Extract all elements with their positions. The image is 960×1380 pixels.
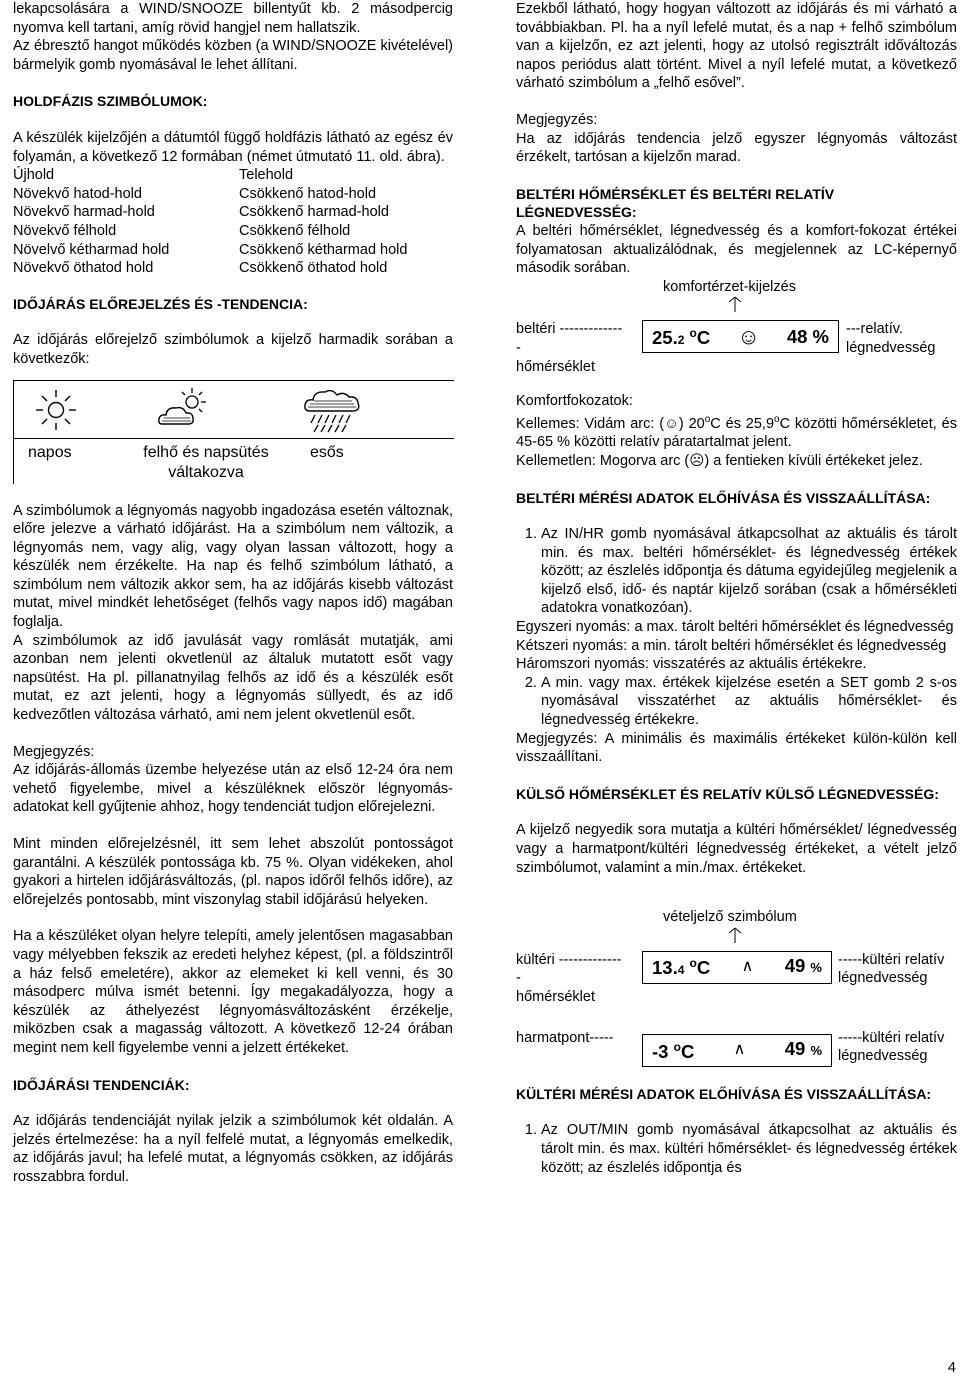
happy-face-icon: ☺	[664, 415, 679, 432]
indoor-humidity-value: 48 %	[786, 325, 829, 347]
moon-phase-left: Újhold	[13, 167, 55, 184]
indoor-temp-label: beltéri -------------	[516, 321, 623, 338]
recall-list	[516, 525, 957, 618]
note1-heading: Megjegyzés:	[13, 743, 95, 760]
tendency-example-text: Ezekből látható, hogy hogyan változott az időjárás és mi várható a továbbiakban. Pl. ha a nyíl lefelé mutat, és a nap + felhő szimbólum van a kijelzőn, ez azt jelenti, hogy az utolsó regisztrált időváltozás napos periódus alatt történt. Mivel a nyíl lefelé mutat, a következő várható szimbólum a „felhő esővel”.	[516, 1, 957, 92]
outdoor-temp-label-dash: -	[516, 970, 521, 987]
indoor-temp-label-dash: -	[516, 339, 521, 356]
reception-caption: vételjelző szimbólum	[663, 909, 797, 926]
sad-face-icon: ☹	[689, 452, 705, 469]
comfort-text-unpleasant: Kellemetlen: Mogorva arc (☹) a fentieken kívüli értékeket jelez.	[516, 452, 923, 469]
indoor-heading: BELTÉRI HŐMÉRSÉKLET ÉS BELTÉRI RELATÍV LÉGNEDVESSÉG:	[516, 185, 835, 221]
moon-phase-right: Csökkenő félhold	[239, 222, 351, 239]
indoor-text: A beltéri hőmérséklet, légnedvesség és a komfort-fokozat értékei folyamatosan aktualizálódnak, és megjelennek az LC-képernyő második sorában.	[516, 222, 957, 277]
moon-phase-list	[13, 166, 453, 278]
outdoor-display-diagram	[516, 947, 957, 1011]
rainy-label: esős	[310, 443, 344, 461]
dewpoint-humidity-value: 49 %	[784, 1038, 822, 1059]
symbols-paragraph-1: A szimbólumok a légnyomás nagyobb ingadozása esetén változnak, előre jelezve a várható időjárást. Ha a szimbólum nem változik, a légnyomás nem, vagy alig, vagy olyan lassan változott, hogy a készülék nem érzékelte. Ha nap és felhő szimbólum látható, a szimbólum nem változik akkor sem, ha az időjárás kisebb változást mutat, mivel mindkét lehetőséget (felhős vagy napos idő) magában foglalja.	[13, 502, 453, 631]
outdoor-humidity-label-word: légnedvesség	[838, 970, 928, 987]
indoor-display-diagram	[516, 318, 957, 378]
outdoor-humidity-label: -----kültéri relatív	[838, 951, 945, 968]
forecast-heading: IDŐJÁRÁS ELŐREJELZÉS ÉS -TENDENCIA:	[13, 295, 308, 312]
forecast-symbol-table	[13, 380, 454, 484]
outdoor-recall-heading: KÜLTÉRI MÉRÉSI ADATOK ELŐHÍVÁSA ÉS VISSZAÁLLÍTÁSA:	[516, 1085, 932, 1102]
outdoor-temp-label: kültéri -------------	[516, 951, 622, 968]
recall-item-1: 1. Az IN/HR gomb nyomásával átkapcsolhat az aktuális és tárolt min. és max. beltéri hőmérséklet- és légnedvesség értékek között; az észlelés időpontja és dátuma egyidejűleg megjelenik a kijelző első, idő- és naptár kijelző sorában (csak a hőmérsékleti adatokra vonatkozóan).	[541, 525, 957, 618]
dewpoint-humidity-label: -----kültéri relatív	[838, 1029, 945, 1046]
moon-phase-right: Csökkenő harmad-hold	[239, 204, 389, 221]
recall-press-1: Egyszeri nyomás: a max. tárolt beltéri hőmérséklet és légnedvesség	[516, 619, 954, 636]
note2-text: Ha az időjárás tendencia jelző egyszer légnyomás változást érzékelt, tartósan a kijelzőn marad.	[516, 130, 957, 166]
indoor-humidity-label-word: légnedvesség	[846, 339, 936, 356]
signal-icon: ∧	[733, 1041, 746, 1058]
recall-press-3: Háromszori nyomás: visszatérés az aktuális értékekre.	[516, 656, 867, 673]
recall-note: Megjegyzés: A minimális és maximális értékeket külön-külön kell visszaállítani.	[516, 730, 957, 766]
moon-phase-left: Növekvő hatod-hold	[13, 185, 142, 202]
symbols-paragraph-2: A szimbólumok az idő javulását vagy romlását mutatják, ami azonban nem jelenti okvetlenül az általuk mutatott esőt vagy napsütést. Ha pl. pillanatnyilag felhős az idő és a készülék esőt mutat, ez azt jelenti, hogy a légnyomás süllyedt, és az idő kedvezőtlen változása várható, ami nem jelent okvetlenül esőt.	[13, 632, 453, 724]
outdoor-recall-list	[516, 1121, 957, 1177]
moon-heading: HOLDFÁZIS SZIMBÓLUMOK:	[13, 93, 208, 110]
moon-phase-right: Csökkenő hatod-hold	[239, 185, 377, 202]
note1-text: Az időjárás-állomás üzembe helyezése után az első 12-24 óra nem vehető figyelembe, mivel a készüléknek először légnyomás-adatokat kell gyűjtenie ahhoz, hogy tendenciát tudjon előrejelezni.	[13, 762, 453, 816]
comfort-text-pleasant: Kellemes: Vidám arc: (☺) 20$^o$C és 25,9$^o$C közötti hőmérsékletet, és 45-65 % közötti relatív páratartalmat jelent.	[516, 413, 957, 451]
up-arrow-icon	[516, 927, 957, 945]
outdoor-temp-label-word: hőmérséklet	[516, 988, 595, 1005]
happy-face-icon: ☺	[737, 323, 760, 349]
tendency-heading: IDŐJÁRÁSI TENDENCIÁK:	[13, 1076, 190, 1093]
moon-phase-left: Növelvő kétharmad hold	[13, 241, 170, 258]
moon-phase-left: Növekvő harmad-hold	[13, 204, 155, 221]
indoor-lcd-box	[642, 320, 839, 353]
rain-cloud-icon	[302, 385, 364, 435]
intro-paragraph-1: lekapcsolására a WIND/SNOOZE billentyűt kb. 2 másodpercig nyomva kell tartani, amíg rövid hangjel nem hallatszik.	[13, 1, 453, 36]
dewpoint-display-diagram	[516, 1029, 957, 1069]
moon-phase-left: Növekvő félhold	[13, 222, 117, 239]
moon-text: A készülék kijelzőjén a dátumtól függő holdfázis látható az egész év folyamán, a következő 12 formában (német útmutató 11. old. ábra).	[13, 129, 453, 165]
sunny-label: napos	[28, 443, 72, 461]
forecast-icons-row	[14, 381, 454, 439]
indoor-humidity-label: ---relatív.	[846, 321, 903, 338]
intro-paragraph-2: Az ébresztő hangot működés közben (a WIND/SNOOZE kivételével) bármelyik gomb nyomásával le lehet állítani.	[13, 38, 454, 73]
outdoor-heading: KÜLSŐ HŐMÉRSÉKLET ÉS RELATÍV KÜLSŐ LÉGNEDVESSÉG:	[516, 785, 939, 802]
forecast-text: Az időjárás előrejelző szimbólumok a kijelző harmadik sorában a következők:	[13, 332, 453, 367]
mixed-label: felhő és napsütés váltakozva	[143, 443, 269, 481]
comfort-heading: Komfortfokozatok:	[516, 393, 633, 410]
recall-list-2	[516, 674, 957, 730]
signal-icon: ∧	[741, 958, 754, 975]
altitude-text: Ha a készüléket olyan helyre telepíti, amely jelentősen magasabban vagy mélyebben fekszik az eredeti helyhez képest, (pl. a földszintről a ház felső emeletére), akkor az elemeket ki kell venni, és 30 másodperc múlva ismét betenni. Így megakadályozza, hogy a készülék az áthelyezést légnyomásváltozásként érzékelje, miközben csak a magasság változott. A következő 12-24 órában megint nem kell figyelembe venni a jelzett értékeket.	[13, 928, 453, 1056]
accuracy-text: Mint minden előrejelzésnél, itt sem lehet abszolút pontosságot garantálni. A készülék pontossága kb. 75 %. Olyan vidékeken, ahol gyakori a hirtelen időjárásváltozás, (pl. napos időről felhős időre), az előrejelzés pontosabb, mint viszonylag stabil időjárású helyeken.	[13, 836, 453, 908]
recall-press-2: Kétszeri nyomás: a min. tárolt beltéri hőmérséklet és légnedvesség	[516, 637, 947, 654]
sun-icon	[34, 388, 78, 432]
moon-phase-right: Csökkenő kétharmad hold	[239, 241, 408, 258]
outdoor-recall-item-1: 1. Az OUT/MIN gomb nyomásával átkapcsolhat az aktuális és tárolt min. és max. kültéri hőmérséklet- és légnedvesség értékek között; az észlelés időpontja és	[541, 1121, 957, 1177]
dewpoint-value: -3 $^o$C	[652, 1040, 695, 1063]
sun-cloud-icon	[156, 386, 212, 434]
dewpoint-label: harmatpont-----	[516, 1029, 614, 1046]
outdoor-temp-value: 13.4 $^o$C	[652, 956, 711, 979]
forecast-labels-row	[14, 439, 454, 484]
tendency-text: Az időjárás tendenciáját nyilak jelzik a szimbólumok két oldalán. A jelzés értelmezése: ha a nyíl felfelé mutat, a légnyomás emelkedik, az időjárás javul; ha lefelé mutat, a légnyomás csökken, az időjárás rosszabbra fordul.	[13, 1113, 453, 1185]
up-arrow-icon	[516, 296, 957, 314]
comfort-caption: komfortérzet-kijelzés	[663, 278, 796, 295]
indoor-temp-label-word: hőmérséklet	[516, 358, 595, 375]
indoor-temp-value: 25.2 $^o$C	[652, 325, 711, 349]
moon-phase-right: Csökkenő öthatod hold	[239, 260, 388, 277]
moon-phase-left: Növekvő öthatod hold	[13, 260, 154, 277]
outdoor-humidity-value: 49 %	[784, 955, 822, 976]
dewpoint-humidity-label-word: légnedvesség	[838, 1048, 928, 1065]
moon-phase-right: Telehold	[239, 167, 294, 184]
right-column	[516, 0, 957, 1177]
outdoor-lcd-box	[642, 951, 832, 984]
outdoor-text: A kijelző negyedik sora mutatja a kültéri hőmérséklet/ légnedvesség vagy a harmatpont/kültéri légnedvesség értékeket, a vételt jelző szimbólumot, valamint a min./max. értékeket.	[516, 822, 957, 876]
recall-item-2: 2. A min. vagy max. értékek kijelzése esetén a SET gomb 2 s-os nyomásával visszatérhet az aktuális hőmérséklet- és légnedvesség értékekre.	[541, 674, 957, 730]
recall-heading: BELTÉRI MÉRÉSI ADATOK ELŐHÍVÁSA ÉS VISSZAÁLLÍTÁSA:	[516, 489, 931, 506]
left-column	[13, 0, 453, 1187]
note2-heading: Megjegyzés:	[516, 111, 598, 128]
dewpoint-lcd-box	[642, 1034, 832, 1067]
page-number: 4	[947, 1360, 956, 1377]
